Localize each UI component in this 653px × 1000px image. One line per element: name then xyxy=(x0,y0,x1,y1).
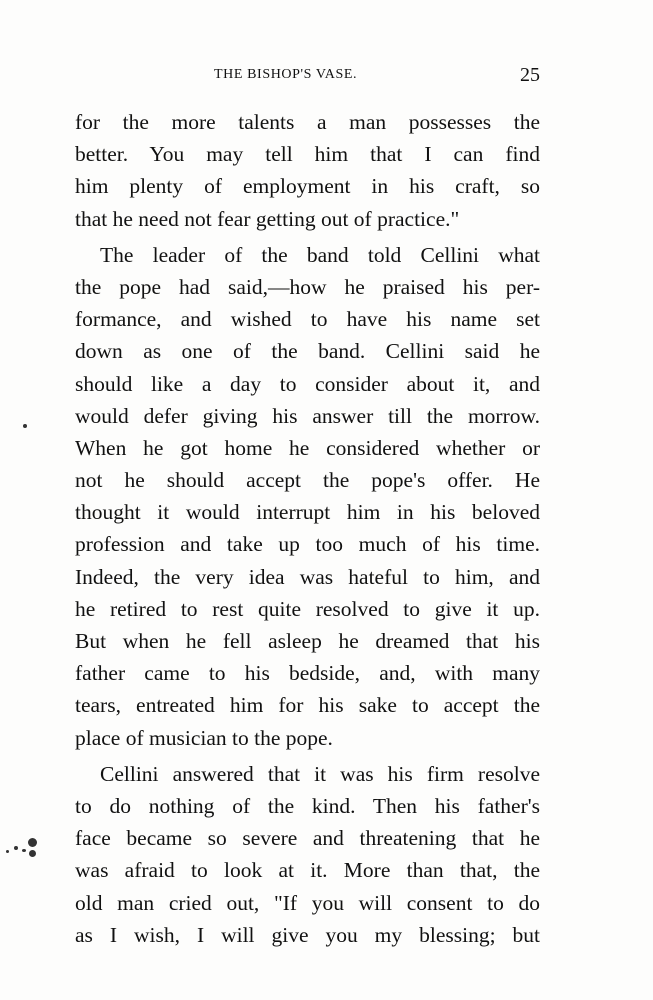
text-line: to do nothing of the kind. Then his father's xyxy=(75,793,540,818)
text-line: thought it would interrupt him in his beloved xyxy=(75,500,540,525)
text-line: that he need not fear getting out of practice." xyxy=(75,206,460,231)
text-line: old man cried out, "If you will consent to do xyxy=(75,890,540,915)
text-line: Cellini answered that it was his firm resolve xyxy=(100,761,540,786)
text-line: When he got home he considered whether or xyxy=(75,435,540,460)
text-line: down as one of the band. Cellini said he xyxy=(75,339,540,364)
scan-speck xyxy=(28,838,37,847)
paragraph xyxy=(75,758,540,951)
page-header xyxy=(75,64,540,88)
text-line: profession and take up too much of his time. xyxy=(75,532,540,557)
text-line: was afraid to look at it. More than that, the xyxy=(75,858,540,883)
running-head: THE BISHOP'S VASE. xyxy=(214,67,358,82)
scan-speck xyxy=(6,850,9,853)
text-line: him plenty of employment in his craft, so xyxy=(75,174,540,199)
text-line: the pope had said,—how he praised his per- xyxy=(75,274,540,299)
body-text xyxy=(75,106,540,951)
text-line: he retired to rest quite resolved to give it up. xyxy=(75,596,540,621)
text-line: not he should accept the pope's offer. He xyxy=(75,468,540,493)
text-line: as I wish, I will give you my blessing; but xyxy=(75,922,540,947)
paragraph xyxy=(75,239,540,754)
text-line: should like a day to consider about it, and xyxy=(75,371,540,396)
scan-speck xyxy=(23,424,27,428)
text-line: The leader of the band told Cellini what xyxy=(100,242,540,267)
scan-speck xyxy=(14,846,18,850)
text-line: father came to his bedside, and, with many xyxy=(75,661,540,686)
text-line: better. You may tell him that I can find xyxy=(75,142,540,167)
text-line: formance, and wished to have his name set xyxy=(75,307,540,332)
text-line: But when he fell asleep he dreamed that his xyxy=(75,629,540,653)
text-line: would defer giving his answer till the morrow. xyxy=(75,403,540,428)
page-number: 25 xyxy=(520,64,540,86)
text-line: place of musician to the pope. xyxy=(75,725,333,750)
text-line: Indeed, the very idea was hateful to him, and xyxy=(75,564,540,589)
scan-speck xyxy=(29,850,36,857)
text-line: face became so severe and threatening that he xyxy=(75,826,540,851)
scan-speck xyxy=(22,849,26,852)
text-line: for the more talents a man possesses the xyxy=(75,110,540,134)
text-line: tears, entreated him for his sake to accept the xyxy=(75,693,540,718)
paragraph xyxy=(75,106,540,235)
